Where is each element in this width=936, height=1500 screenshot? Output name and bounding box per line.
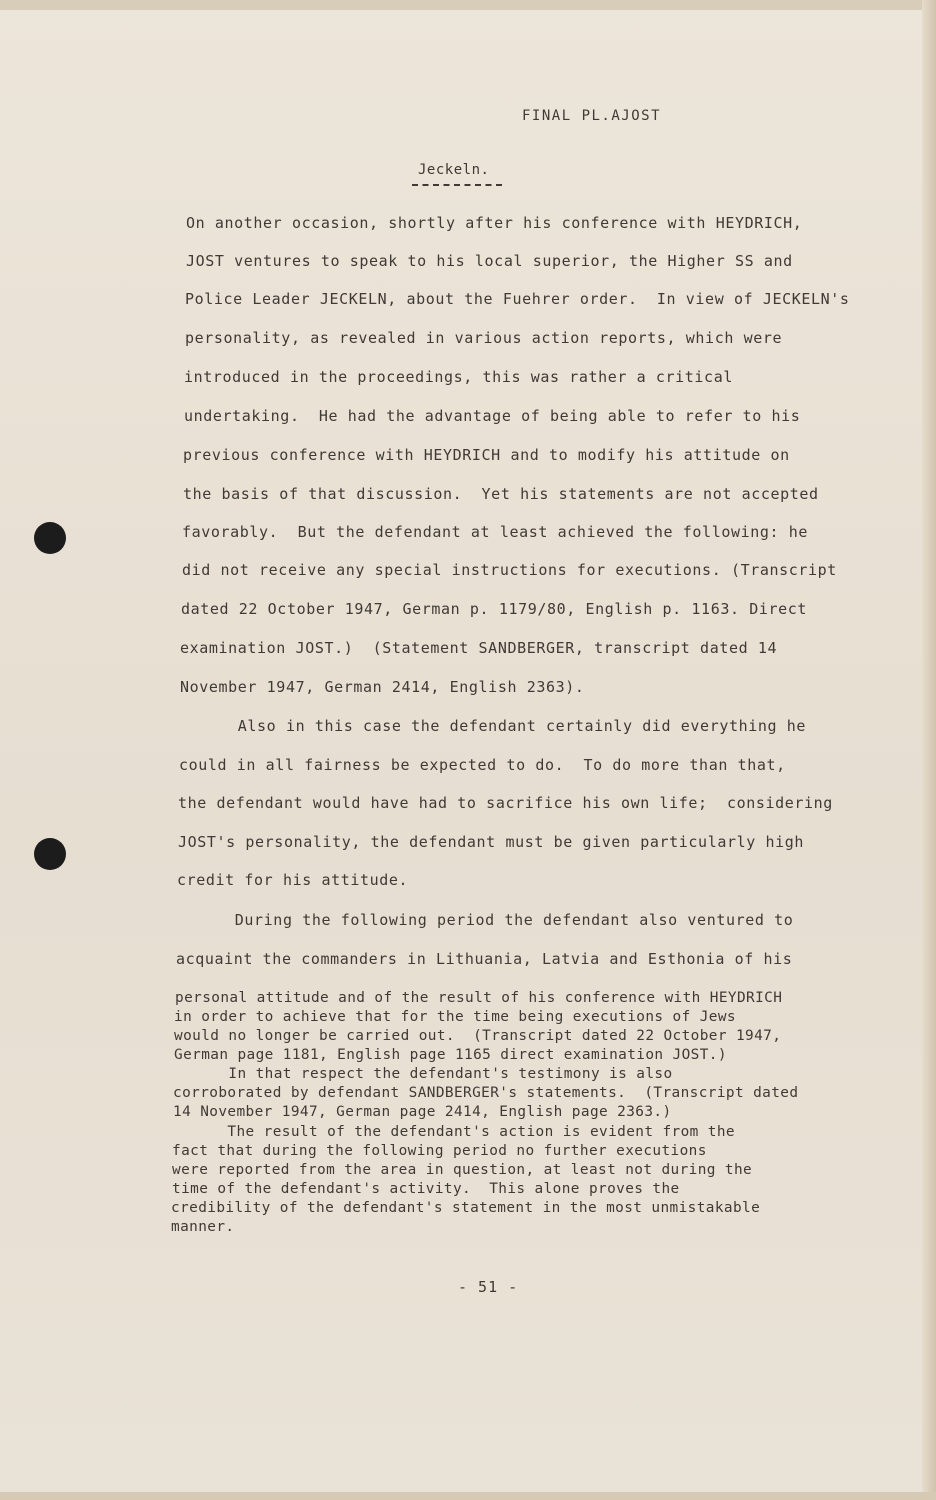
page-header: FINAL PL.AJOST [522,108,662,124]
text-line: undertaking. He had the advantage of being able to refer to his [184,407,801,425]
page-bottom-edge [0,1492,936,1500]
text-line: fact that during the following period no further executions [172,1143,707,1159]
text-line: introduced in the proceedings, this was rather a critical [184,368,733,386]
punch-hole-upper [34,522,66,554]
page-number: - 51 - [458,1278,519,1296]
text-line: the basis of that discussion. Yet his statements are not accepted [183,485,819,503]
text-line: previous conference with HEYDRICH and to modify his attitude on [183,446,790,464]
text-line: During the following period the defendant also ventured to [177,911,794,929]
text-line: favorably. But the defendant at least achieved the following: he [182,523,808,541]
text-line: could in all fairness be expected to do. To do more than that, [179,756,786,774]
text-line: In that respect the defendant's testimony is also [174,1066,673,1082]
text-line: did not receive any special instructions for executions. (Transcript [182,561,837,579]
text-line: 14 November 1947, German page 2414, English page 2363.) [173,1104,672,1120]
text-line: German page 1181, English page 1165 direct examination JOST.) [174,1047,727,1063]
punch-hole-lower [34,838,66,870]
text-line: examination JOST.) (Statement SANDBERGER, transcript dated 14 [180,639,778,657]
text-line: credit for his attitude. [177,871,409,889]
text-line: The result of the defendant's action is evident from the [173,1124,735,1140]
text-line: would no longer be carried out. (Transcript dated 22 October 1947, [174,1028,782,1044]
text-line: On another occasion, shortly after his conference with HEYDRICH, [186,214,803,232]
section-heading: Jeckeln. [418,162,490,178]
text-line: corroborated by defendant SANDBERGER's statements. (Transcript dated [173,1085,799,1101]
text-line: were reported from the area in question, at least not during the [172,1162,753,1178]
text-line: manner. [171,1219,235,1235]
text-line: personality, as revealed in various action reports, which were [185,329,783,347]
text-line: time of the defendant's activity. This alone proves the [172,1181,680,1197]
text-line: JOST's personality, the defendant must be given particularly high [178,833,804,851]
text-line: Police Leader JECKELN, about the Fuehrer order. In view of JECKELN's [185,290,850,308]
text-line: November 1947, German 2414, English 2363). [180,678,585,696]
text-line: in order to achieve that for the time being executions of Jews [174,1009,736,1025]
text-line: JOST ventures to speak to his local superior, the Higher SS and [186,252,793,270]
heading-underline [412,184,502,186]
page-top-edge [0,0,936,10]
page-right-edge [922,0,936,1500]
text-line: acquaint the commanders in Lithuania, Latvia and Esthonia of his [176,950,793,968]
text-line: credibility of the defendant's statement in the most unmistakable [171,1200,761,1216]
text-line: personal attitude and of the result of his conference with HEYDRICH [175,990,783,1006]
text-line: Also in this case the defendant certainly did everything he [180,717,806,735]
text-line: the defendant would have had to sacrifice his own life; considering [178,794,833,812]
text-line: dated 22 October 1947, German p. 1179/80, English p. 1163. Direct [181,600,807,618]
